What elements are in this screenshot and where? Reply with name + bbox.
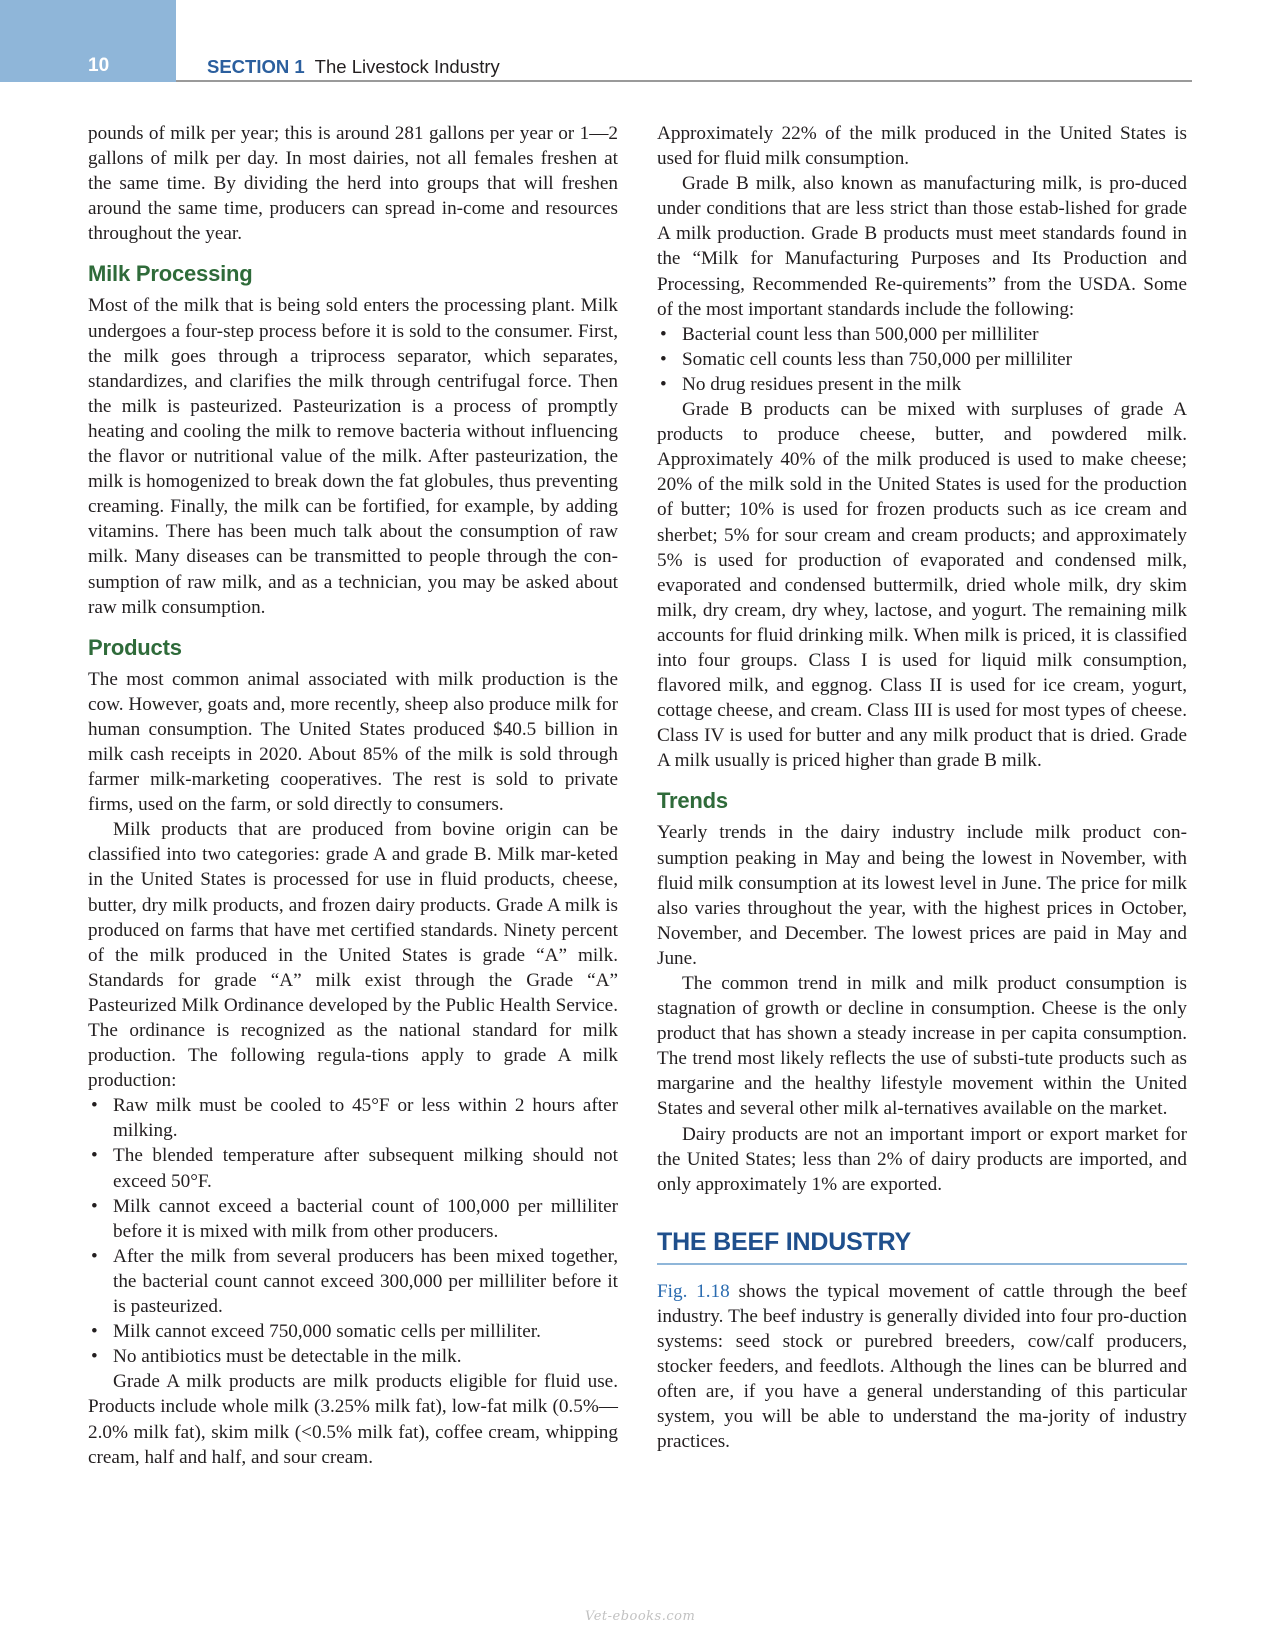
left-column [88,121,618,1470]
products-paragraph-2: Milk products that are produced from bovine origin can be classified into two categories: grade A and grade B. Milk mar-keted in the United States is processed for use in fluid products, cheese, butter, dry milk products, and frozen dairy products. Grade A milk is produced on farms that have met certified standards. Ninety percent of the milk produced in the United States is grade “A” milk. Standards for grade “A” milk exist through the Grade “A” Pasteurized Milk Ordinance developed by the Public Health Service. The ordinance is recognized as the national standard for milk production. The following regula-tions apply to grade A milk production: [88,819,618,1092]
trends-paragraph-3: Dairy products are not an important import or export market for the United States; less than 2% of dairy products are imported, and only approximately 1% are exported. [657,1123,1187,1195]
figure-reference-link[interactable]: Fig. 1.18 [657,1280,730,1302]
grade-b-paragraph-2: Grade B products can be mixed with surpluses of grade A products to produce cheese, butter, and powdered milk. Approximately 40% of the milk produced is used to make cheese; 20% of the milk sold in the United States is used for the production of butter; 10% is used for frozen products such as ice cream and sherbet; 5% for sour cream and cream products; and approximately 5% is used for production of evaporated and condensed milk, evaporated and condensed buttermilk, dried whole milk, dry skim milk, dry cream, dry whey, lactose, and yogurt. The remaining milk accounts for fluid drinking milk. When milk is priced, it is classified into four groups. Class I is used for liquid milk consumption, flavored milk, and eggnog. Class II is used for ice cream, yogurt, cottage cheese, and cream. Class III is used for most types of cheese. Class IV is used for butter and any milk product that is dried. Grade A milk usually is priced higher than grade B milk. [657,399,1187,772]
right-column [657,121,1187,1455]
list-item: • Milk cannot exceed a bacterial count of 100,000 per milliliter before it is mixed with milk from other producers. [88,1194,618,1244]
trends-paragraph-2: The common trend in milk and milk product consumption is stagnation of growth or decline in consumption. Cheese is the only product that has shown a steady increase in per capita consumption. The trend most likely reflects the use of substi-tute products such as margarine and the healthy lifestyle movement within the United States and several other milk al-ternatives available on the market. [657,973,1187,1120]
continued-paragraph: Approximately 22% of the milk produced in the United States is used for fluid milk consumption. [657,123,1187,170]
list-item: • No drug residues present in the milk [657,372,1187,397]
trends-paragraph-1: Yearly trends in the dairy industry include milk product con-sumption peaking in May and being the lowest in November, with fluid milk consumption at its lowest level in June. The price for milk also varies throughout the year, with the highest prices in October, November, and December. The lowest prices are paid in May and June. [657,822,1187,969]
page-number: 10 [88,55,110,76]
grade-b-paragraph: Grade B milk, also known as manufacturing milk, is pro-duced under conditions that are less strict than those estab-lished for grade A milk production. Grade B products must meet standards found in the “Milk for Manufacturing Purposes and Its Production and Processing, Recommended Re-quirements” from the USDA. Some of the most important standards include the following: [657,173,1187,320]
section-label: SECTION 1 [207,56,305,77]
grade-b-standards-list [657,322,1187,397]
beef-paragraph-text: shows the typical movement of cattle through the beef industry. The beef industry is generally divided into four pro-duction systems: seed stock or purebred breeders, cow/calf producers, stocker feeders, and feedlots. Although the lines can be blurred and often are, if you have a general understanding of this particular system, you will be able to understand the ma-jority of industry practices. [657,1280,1187,1453]
header-rule [176,80,1192,82]
intro-paragraph: pounds of milk per year; this is around 281 gallons per year or 1—2 gallons of milk per day. In most dairies, not all females freshen at the same time. By dividing the herd into groups that will freshen around the same time, producers can spread in-come and resources throughout the year. [88,123,618,245]
trends-heading: Trends [657,788,728,814]
watermark: Vet-ebooks.com [585,1609,696,1624]
list-item: • Milk cannot exceed 750,000 somatic cells per milliliter. [88,1319,618,1344]
list-item: • No antibiotics must be detectable in the milk. [88,1344,618,1369]
list-item: • Raw milk must be cooled to 45°F or less within 2 hours after milking. [88,1093,618,1143]
products-paragraph-3: Grade A milk products are milk products eligible for fluid use. Products include whole milk (3.25% milk fat), low-fat milk (0.5%—2.0% milk fat), skim milk (<0.5% milk fat), coffee cream, whipping cream, half and half, and sour cream. [88,1371,618,1468]
list-item: • The blended temperature after subsequent milking should not exceed 50°F. [88,1143,618,1193]
list-item: • Bacterial count less than 500,000 per milliliter [657,322,1187,347]
beef-industry-heading: THE BEEF INDUSTRY [657,1227,1187,1265]
section-title: The Livestock Industry [314,56,500,77]
milk-processing-paragraph: Most of the milk that is being sold enters the processing plant. Milk undergoes a four-step process before it is sold to the consumer. First, the milk goes through a triprocess separator, which separates, standardizes, and clarifies the milk through centrifugal force. Then the milk is pasteurized. Pasteurization is a process of promptly heating and cooling the milk to remove bacteria without influencing the flavor or nutritional value of the milk. After pasteurization, the milk is homogenized to break down the fat globules, thus preventing creaming. Finally, the milk can be fortified, for example, by adding vitamins. There has been much talk about the consumption of raw milk. Many diseases can be transmitted to people through the con-sumption of raw milk, and as a technician, you may be asked about raw milk consumption. [88,295,618,618]
products-paragraph-1: The most common animal associated with milk production is the cow. However, goats and, more recently, sheep also produce milk for human consumption. The United States produced $40.5 billion in milk cash receipts in 2020. About 85% of the milk is sold through farmer milk-marketing cooperatives. The rest is sold to private firms, used on the farm, or sold directly to consumers. [88,668,618,816]
products-heading: Products [88,634,182,660]
beef-paragraph [657,1279,1187,1455]
running-head [207,56,500,78]
list-item: • After the milk from several producers has been mixed together, the bacterial count cannot exceed 300,000 per milliliter before it is pasteurized. [88,1244,618,1319]
list-item: • Somatic cell counts less than 750,000 per milliliter [657,347,1187,372]
grade-a-regulations-list [88,1093,618,1369]
milk-processing-heading: Milk Processing [88,261,253,287]
